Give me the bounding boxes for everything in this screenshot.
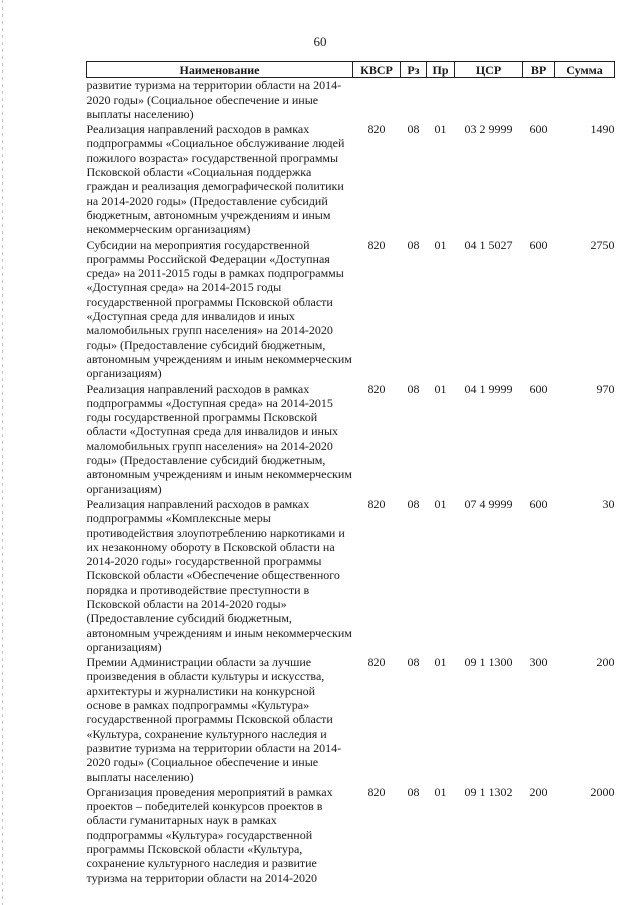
row-sum: 1490 <box>590 122 615 137</box>
row-name: Реализация направлений расходов в рамках подпрограммы «Комплексные меры противодействия злоупотреблению наркотиками и их незаконному обороту в Псковской области на 2014-2020 годы» государственной программы Псковской области «Обеспечение общественного порядка и противодействие преступности в Псковской области на 2014-2020 годы» (Предоставление субсидий бюджетным, автономным учреждениям и иным некоммерческим организациям) <box>86 496 352 654</box>
row-name: развитие туризма на территории области на 2014-2020 годы» (Социальное обеспечение и иные выплаты населению) <box>86 78 342 121</box>
row-sum: 970 <box>596 381 615 396</box>
row-csr: 09 1 1302 <box>464 784 513 799</box>
row-kvsr: 820 <box>367 784 386 799</box>
row-csr: 03 2 9999 <box>464 122 513 137</box>
row-vr <box>523 78 555 122</box>
table-row <box>87 497 615 655</box>
row-rz <box>401 78 427 122</box>
header-kvsr: КВСР <box>353 62 401 78</box>
row-vr: 600 <box>529 381 548 396</box>
page-number: 60 <box>313 34 327 49</box>
row-vr: 200 <box>529 784 548 799</box>
table-row <box>87 238 615 382</box>
row-pr: 01 <box>434 784 447 799</box>
row-rz: 08 <box>407 237 420 252</box>
row-rz: 08 <box>407 784 420 799</box>
table-header <box>87 62 615 78</box>
scan-edge <box>2 0 3 905</box>
row-pr: 01 <box>434 655 447 670</box>
row-pr: 01 <box>434 496 447 511</box>
row-kvsr: 820 <box>367 237 386 252</box>
row-name: Премии Администрации области за лучшие произведения в области культуры и искусства, архитектуры и журналистики на конкурсной основе в рамках подпрограммы «Культура» государственной программы Псковской области «Культура, сохранение культурного наследия и развитие туризма на территории области на 2014-2020 годы» (Социальное обеспечение и иные выплаты населению) <box>86 655 342 784</box>
row-rz: 08 <box>407 122 420 137</box>
row-name: Реализация направлений расходов в рамках подпрограммы «Доступная среда» на 2014-2015 годы государственной программы Псковской области «Доступная среда для инвалидов и иных маломобильных групп населения» на 2014-2020 годы» (Предоставление субсидий бюджетным, автономным учреждениям и иным некоммерческим организациям) <box>86 381 352 496</box>
row-vr: 600 <box>529 122 548 137</box>
header-vr: ВР <box>523 62 555 78</box>
row-kvsr <box>353 78 401 122</box>
row-csr: 09 1 1300 <box>464 655 513 670</box>
row-vr: 600 <box>529 237 548 252</box>
row-rz: 08 <box>407 381 420 396</box>
budget-table <box>86 61 615 886</box>
row-sum <box>555 78 615 122</box>
row-pr: 01 <box>434 122 447 137</box>
row-rz: 08 <box>407 496 420 511</box>
row-sum: 200 <box>596 655 615 670</box>
table-row <box>87 785 615 886</box>
table-body <box>87 78 615 886</box>
header-pr: Пр <box>427 62 455 78</box>
row-csr: 04 1 9999 <box>464 381 513 396</box>
row-csr: 07 4 9999 <box>464 496 513 511</box>
row-vr: 600 <box>529 496 548 511</box>
row-sum: 2000 <box>590 784 615 799</box>
table-row <box>87 655 615 785</box>
table-row <box>87 78 615 122</box>
row-name: Реализация направлений расходов в рамках подпрограммы «Социальное обслуживание людей пожилого возраста» государственной программы Псковской области «Социальная поддержка граждан и реализация демографической политики на 2014-2020 годы» (Предоставление субсидий бюджетным, автономным учреждениям и иным некоммерческим организациям) <box>86 122 345 237</box>
row-pr: 01 <box>434 381 447 396</box>
row-name: Субсидии на мероприятия государственной программы Российской Федерации «Доступная среда» на 2011-2015 годы в рамках подпрограммы «Доступная среда» на 2014-2015 годы государственной программы Псковской области «Доступная среда для инвалидов и иных маломобильных групп населения» на 2014-2020 годы» (Предоставление субсидий бюджетным, автономным учреждениям и иным некоммерческим организациям) <box>86 237 352 381</box>
row-rz: 08 <box>407 655 420 670</box>
row-kvsr: 820 <box>367 655 386 670</box>
header-rz: Рз <box>401 62 427 78</box>
row-csr: 04 1 5027 <box>464 237 513 252</box>
row-kvsr: 820 <box>367 496 386 511</box>
row-pr <box>427 78 455 122</box>
table-row <box>87 122 615 237</box>
row-sum: 30 <box>602 496 615 511</box>
row-vr: 300 <box>529 655 548 670</box>
header-name: Наименование <box>87 62 353 78</box>
header-csr: ЦСР <box>455 62 523 78</box>
row-kvsr: 820 <box>367 381 386 396</box>
table-row <box>87 382 615 497</box>
header-sum: Сумма <box>555 62 615 78</box>
row-pr: 01 <box>434 237 447 252</box>
row-sum: 2750 <box>590 237 615 252</box>
row-csr <box>455 78 523 122</box>
row-name: Организация проведения мероприятий в рамках проектов – победителей конкурсов проектов в области гуманитарных наук в рамках подпрограммы «Культура» государственной программы Псковской области «Культура, сохранение культурного наследия и развитие туризма на территории области на 2014-2020 <box>86 784 333 885</box>
row-kvsr: 820 <box>367 122 386 137</box>
